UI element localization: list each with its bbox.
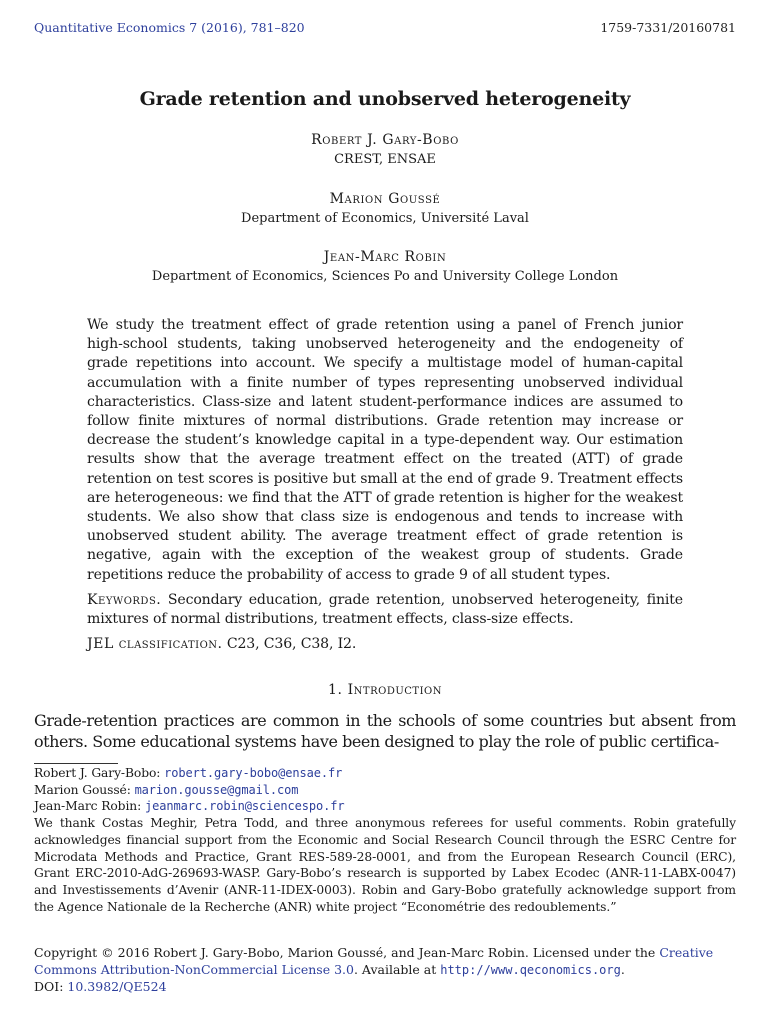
footnote-author: Robert J. Gary-Bobo: <box>34 766 165 780</box>
acknowledgements: We thank Costas Meghir, Petra Todd, and three anonymous referees for useful comments. Robin gratefully acknowledges financial support from the Economic and Social Research Council through the ESRC Centre for Microdata Methods and Practice, Grant RES-589-28-0001, and from the European Research Council (ERC), Grant ERC-2010-AdG-269693-WASP. Gary-Bobo’s research is supported by Labex Ecodec (ANR-11-LABX-0047) and Investissements d’Avenir (ANR-11-IDEX-0003). Robin and Gary-Bobo gratefully acknowledge support from the Agence Nationale de la Recherche (ANR) white project “Econométrie des redoublements.” <box>34 816 736 914</box>
copyright-line <box>34 945 736 979</box>
abstract <box>87 316 683 654</box>
copyright-text: Copyright © 2016 Robert J. Gary-Bobo, Marion Goussé, and Jean-Marc Robin. Licensed under the <box>34 945 660 960</box>
footnote-author: Jean-Marc Robin: <box>34 799 145 814</box>
footnotes <box>34 765 736 915</box>
footnote-author: Marion Goussé: <box>34 782 135 797</box>
author-block-3 <box>0 249 770 284</box>
author-affiliation: CREST, ENSAE <box>334 152 436 167</box>
section-title: Introduction <box>347 682 442 698</box>
jel-classification <box>87 635 683 654</box>
paper-title: Grade retention and unobserved heterogeneity <box>139 88 631 110</box>
doi-label: DOI: <box>34 978 68 994</box>
section-heading <box>0 682 770 698</box>
journal-url-link[interactable]: http://www.qeconomics.org <box>440 962 621 977</box>
email-link[interactable]: robert.gary-bobo@ensae.fr <box>164 766 343 780</box>
keywords <box>87 591 683 629</box>
intro-paragraph: Grade-retention practices are common in the schools of some countries but absent from others. Some educational systems have been designed to play the role of public certifica- <box>34 711 736 751</box>
email-link[interactable]: marion.gousse@gmail.com <box>134 782 299 797</box>
author-name: Jean-Marc Robin <box>323 249 447 265</box>
email-link[interactable]: jeanmarc.robin@sciencespo.fr <box>144 799 345 814</box>
keywords-text: Secondary education, grade retention, unobserved heterogeneity, finite mixtures of normal distributions, treatment effects, class-size effects. <box>87 591 683 628</box>
author-name: Robert J. Gary-Bobo <box>311 132 459 148</box>
author-block-1 <box>0 132 770 167</box>
author-affiliation: Department of Economics, Sciences Po and University College London <box>151 269 619 284</box>
footnote-email-row <box>34 782 736 799</box>
copyright-available: . Available at <box>353 961 441 977</box>
keywords-label: Keywords. <box>87 591 162 608</box>
copyright-notice <box>34 945 736 995</box>
doi-link[interactable]: 10.3982/QE524 <box>67 978 167 994</box>
footnote-email-row <box>34 765 736 782</box>
footnote-rule <box>34 763 118 764</box>
running-header <box>34 20 736 38</box>
author-block-2 <box>0 191 770 226</box>
license-link[interactable]: Creative Commons Attribution-NonCommercial License 3.0 <box>34 945 714 977</box>
jel-label: JEL classification. <box>87 636 223 653</box>
jel-codes: C23, C36, C38, I2. <box>222 636 357 653</box>
section-number: 1. <box>328 682 343 698</box>
issn-code: 1759-7331/20160781 <box>600 20 736 35</box>
footnote-email-row <box>34 798 736 815</box>
journal-citation-link[interactable]: Quantitative Economics 7 (2016), 781–820 <box>34 20 305 35</box>
copyright-end: . <box>620 961 625 977</box>
author-affiliation: Department of Economics, Université Laval <box>241 211 529 226</box>
abstract-text: We study the treatment effect of grade retention using a panel of French junior high-school students, taking unobserved heterogeneity and the endogeneity of grade repetitions into account. We specify a multistage model of human-capital accumulation with a finite number of types representing unobserved individual characteristics. Class-size and latent student-performance indices are assumed to follow finite mixtures of normal distributions. Grade retention may increase or decrease the student’s knowledge capital in a type-dependent way. Our estimation results show that the average treatment effect on the treated (ATT) of grade retention on test scores is positive but small at the end of grade 9. Treatment effects are heterogeneous: we find that the ATT of grade retention is higher for the weakest students. We also show that class size is endogenous and tends to increase with unobserved student ability. The average treatment effect of grade retention is negative, again with the exception of the weakest group of students. Grade repetitions reduce the probability of access to grade 9 of all student types. <box>87 317 683 583</box>
author-name: Marion Goussé <box>329 191 441 207</box>
doi-line <box>34 979 736 996</box>
